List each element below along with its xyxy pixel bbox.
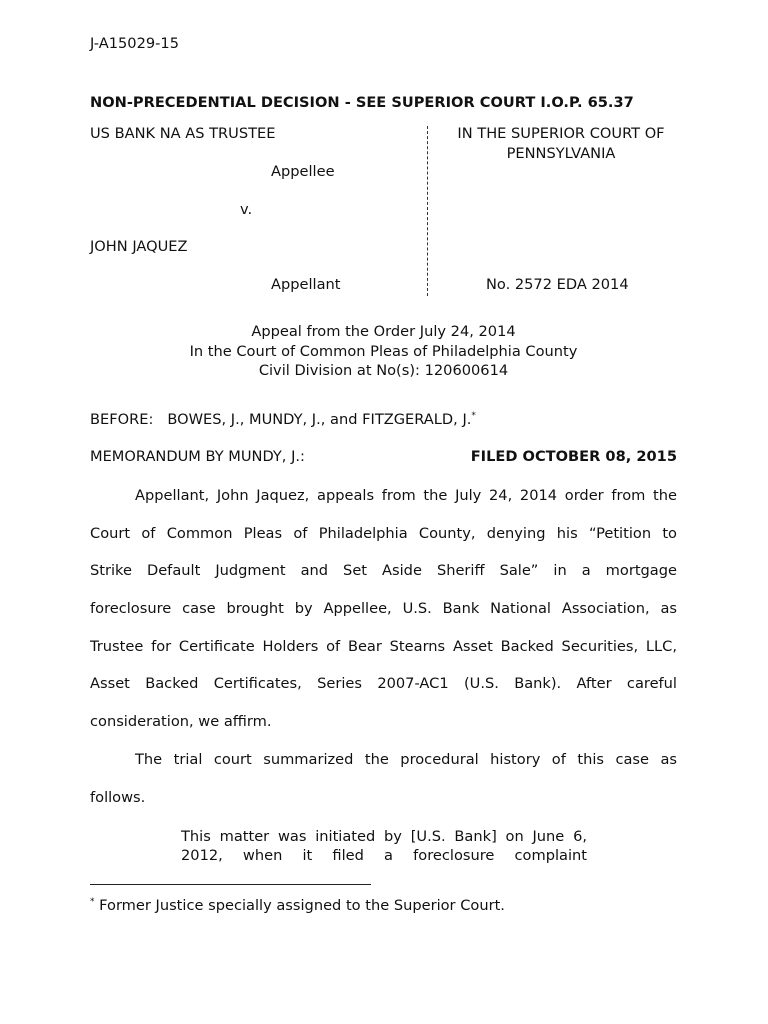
paragraph-line: follows. bbox=[90, 788, 146, 806]
court-name-line2: PENNSYLVANIA bbox=[506, 144, 616, 162]
caption-party-appellant: JOHN JAQUEZ bbox=[90, 238, 188, 255]
caption-role-appellee: Appellee bbox=[271, 163, 335, 180]
paragraph-line: Asset Backed Certificates, Series 2007-AC1 (U.S. Bank). After careful bbox=[90, 675, 677, 693]
paragraph-line: Appellant, John Jaquez, appeals from the July 24, 2014 order from the bbox=[135, 487, 677, 504]
footnote-mark: * bbox=[90, 897, 95, 908]
footnote-separator bbox=[90, 884, 371, 885]
court-name bbox=[445, 124, 677, 163]
quote-line: This matter was initiated by [U.S. Bank] on June 6, bbox=[181, 828, 587, 845]
appeal-line1: Appeal from the Order July 24, 2014 bbox=[251, 323, 516, 340]
footnote-text: Former Justice specially assigned to the Superior Court. bbox=[99, 897, 505, 914]
caption-role-appellant: Appellant bbox=[271, 276, 341, 293]
caption-party-appellee: US BANK NA AS TRUSTEE bbox=[90, 125, 276, 142]
docket-number: No. 2572 EDA 2014 bbox=[486, 276, 629, 293]
filed-date: FILED OCTOBER 08, 2015 bbox=[470, 448, 677, 465]
paragraph-line: Strike Default Judgment and Set Aside Sheriff Sale” in a mortgage bbox=[90, 562, 677, 580]
paragraph-line: Court of Common Pleas of Philadelphia County, denying his “Petition to bbox=[90, 524, 677, 542]
body-paragraph-2 bbox=[90, 741, 677, 816]
paragraph-line: consideration, we affirm. bbox=[90, 713, 272, 731]
court-name-line1: IN THE SUPERIOR COURT OF bbox=[457, 125, 665, 142]
paragraph-line: Trustee for Certificate Holders of Bear Stearns Asset Backed Securities, LLC, bbox=[90, 637, 677, 655]
paragraph-line: foreclosure case brought by Appellee, U.S. Bank National Association, as bbox=[90, 600, 677, 618]
panel-before bbox=[90, 411, 476, 428]
before-footnote-mark: * bbox=[471, 411, 476, 422]
quote-line: 2012, when it filed a foreclosure complaint bbox=[181, 847, 587, 864]
before-label: BEFORE: bbox=[90, 411, 154, 428]
footnote bbox=[90, 897, 505, 914]
caption-divider bbox=[427, 126, 428, 296]
paragraph-line: The trial court summarized the procedural history of this case as bbox=[135, 751, 677, 768]
document-id: J-A15029-15 bbox=[90, 35, 179, 52]
block-quote bbox=[181, 827, 587, 865]
memorandum-author: MEMORANDUM BY MUNDY, J.: bbox=[90, 448, 305, 465]
appeal-line2: In the Court of Common Pleas of Philadelphia County bbox=[189, 342, 578, 360]
before-judges: BOWES, J., MUNDY, J., and FITZGERALD, J. bbox=[167, 411, 472, 428]
appeal-info bbox=[90, 322, 677, 381]
body-paragraph-1 bbox=[90, 477, 677, 741]
appeal-line3: Civil Division at No(s): 120600614 bbox=[258, 362, 509, 379]
non-precedential-notice: NON-PRECEDENTIAL DECISION - SEE SUPERIOR COURT I.O.P. 65.37 bbox=[90, 94, 634, 111]
caption-versus: v. bbox=[240, 201, 253, 218]
